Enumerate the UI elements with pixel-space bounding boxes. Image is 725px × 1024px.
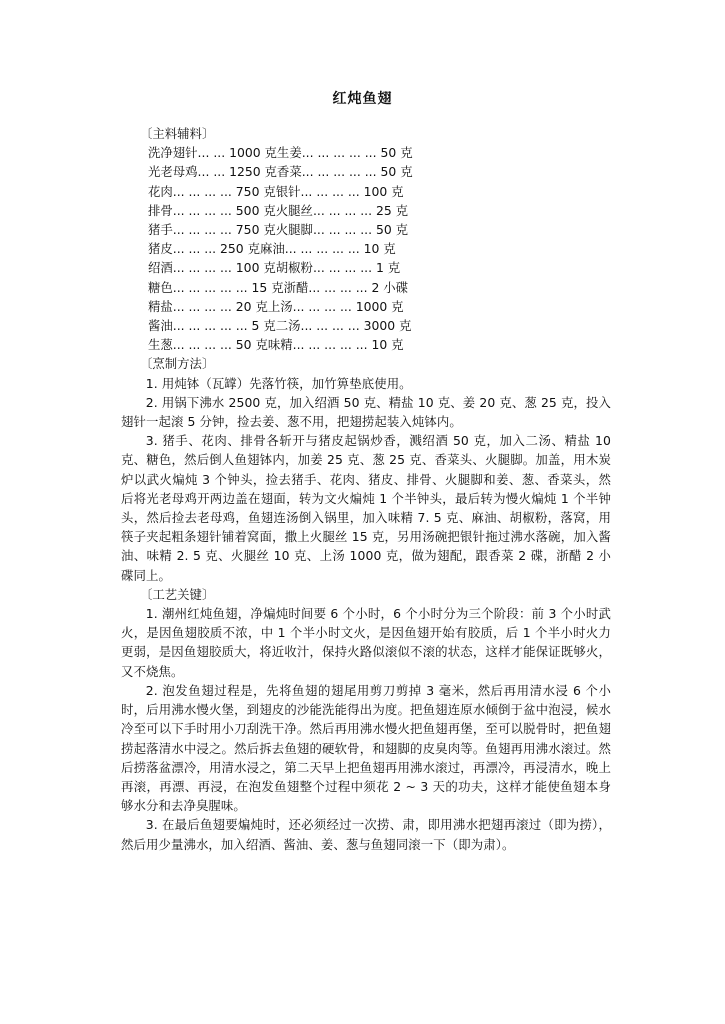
keys-list — [121, 604, 611, 854]
method-step: 2. 用锅下沸水 2500 克，加入绍酒 50 克、精盐 10 克、姜 20 克、葱 25 克，投入翅针一起滚 5 分钟，捡去姜、葱不用，把翅捞起装入炖钵内。 — [121, 394, 611, 430]
ingredient-line: 猪手... ... ... ... 750 克火腿脚... ... ... ... 50 克 — [148, 222, 409, 238]
key-point: 3. 在最后鱼翅要煸炖时，还必须经过一次捞、肃，即用沸水把翅再滚过（即为捞），然后用少量沸水，加入绍酒、酱油、姜、葱与鱼翅同滚一下（即为肃）。 — [121, 817, 611, 852]
ingredient-line: 洗净翅针... ... 1000 克生姜... ... ... ... ... 50 克 — [148, 145, 413, 161]
key-point: 2. 泡发鱼翅过程是，先将鱼翅的翅尾用剪刀剪掉 3 毫米，然后再用清水浸 6 个小时，后用沸水慢火堡，到翅皮的沙能洗能得出为度。把鱼翅连原水倾倒于盆中泡浸，候水冷至可以下手时用小刀刮洗干净。然后再用沸水慢火把鱼翅再堡，至可以脱骨时，把鱼翅捞起落清水中浸之。然后拆去鱼翅的硬软骨，和翅脚的皮臭肉等。鱼翅再用沸水滚过。然后捞落盆漂冷，用清水浸之，第二天早上把鱼翅再用沸水滚过，再漂冷，再浸清水，晚上再滚，再漂、再浸，在泡发鱼翅整个过程中须花 2 ~ 3 天的功夫，这样才能使鱼翅本身够水分和去净臭腥味。 — [121, 682, 611, 814]
method-step: 3. 猪手、花肉、排骨各斩开与猪皮起锅炒香，溅绍酒 50 克，加入二汤、精盐 10 克、糖色，然后倒人鱼翅钵内，加姜 25 克、葱 25 克、香菜头、火腿脚。加盖，用木炭炉以武火煸炖 3 个钟头，捡去猪手、花肉、猪皮、排骨、火腿脚和姜、葱、香菜头，然后将光老母鸡开两边盖在翅面，转为文火煸炖 1 个半钟头，最后转为慢火煸炖 1 个半钟头，然后捡去老母鸡，鱼翅连汤倒入锅里，加入味精 7. 5 克、麻油、胡椒粉，落窝，用筷子夹起粗条翅针铺着窝面，撒上火腿丝 15 克，另用汤碗把银针拖过沸水落碗，加入酱油、味精 2. 5 克、火腿丝 10 克、上汤 1000 克，做为翅配，跟香菜 2 碟，浙醋 2 小碟同上。 — [121, 433, 611, 583]
ingredient-line: 猪皮... ... ... 250 克麻油... ... ... ... ... 10 克 — [148, 241, 396, 257]
ingredient-line: 花肉... ... ... ... 750 克银针... ... ... ... 100 克 — [148, 183, 404, 199]
method-step: 1. 用炖钵（瓦罉）先落竹筷，加竹箅垫底使用。 — [145, 375, 412, 391]
ingredient-line: 糖色... ... ... ... ... 15 克浙醋... ... ... ... 2 小碟 — [148, 279, 409, 295]
recipe-body — [121, 124, 611, 854]
ingredient-line: 光老母鸡... ... 1250 克香菜... ... ... ... ... 50 克 — [148, 164, 413, 180]
ingredient-list — [121, 143, 611, 354]
section-heading-keys: 〔工艺关键〕 — [140, 586, 215, 602]
section-heading-method: 〔烹制方法〕 — [140, 356, 215, 372]
ingredient-line: 生葱... ... ... ... 50 克味精... ... ... ... ... 10 克 — [148, 337, 404, 353]
key-point: 1. 潮州红炖鱼翅，净煸炖时间要 6 个小时，6 个小时分为三个阶段：前 3 个小时武火，是因鱼翅胶质不浓，中 1 个半小时文火，是因鱼翅开始有胶质，后 1 个半小时火力更弱，是因鱼翅胶质大，将近收汁，保持火路似滚似不滚的状态，这样才能保证既够火，又不烧焦。 — [121, 606, 611, 679]
ingredient-line: 排骨... ... ... ... 500 克火腿丝... ... ... ... 25 克 — [148, 202, 409, 218]
page-title: 红炖鱼翅 — [332, 91, 393, 107]
method-list — [121, 374, 611, 585]
ingredient-line: 绍酒... ... ... ... 100 克胡椒粉... ... ... ... 1 克 — [148, 260, 401, 276]
ingredient-line: 酱油... ... ... ... ... 5 克二汤... ... ... ... 3000 克 — [148, 318, 412, 334]
ingredient-line: 精盐... ... ... ... 20 克上汤... ... ... ... 1000 克 — [148, 298, 404, 314]
section-heading-ingredients: 〔主料辅料〕 — [140, 126, 215, 141]
